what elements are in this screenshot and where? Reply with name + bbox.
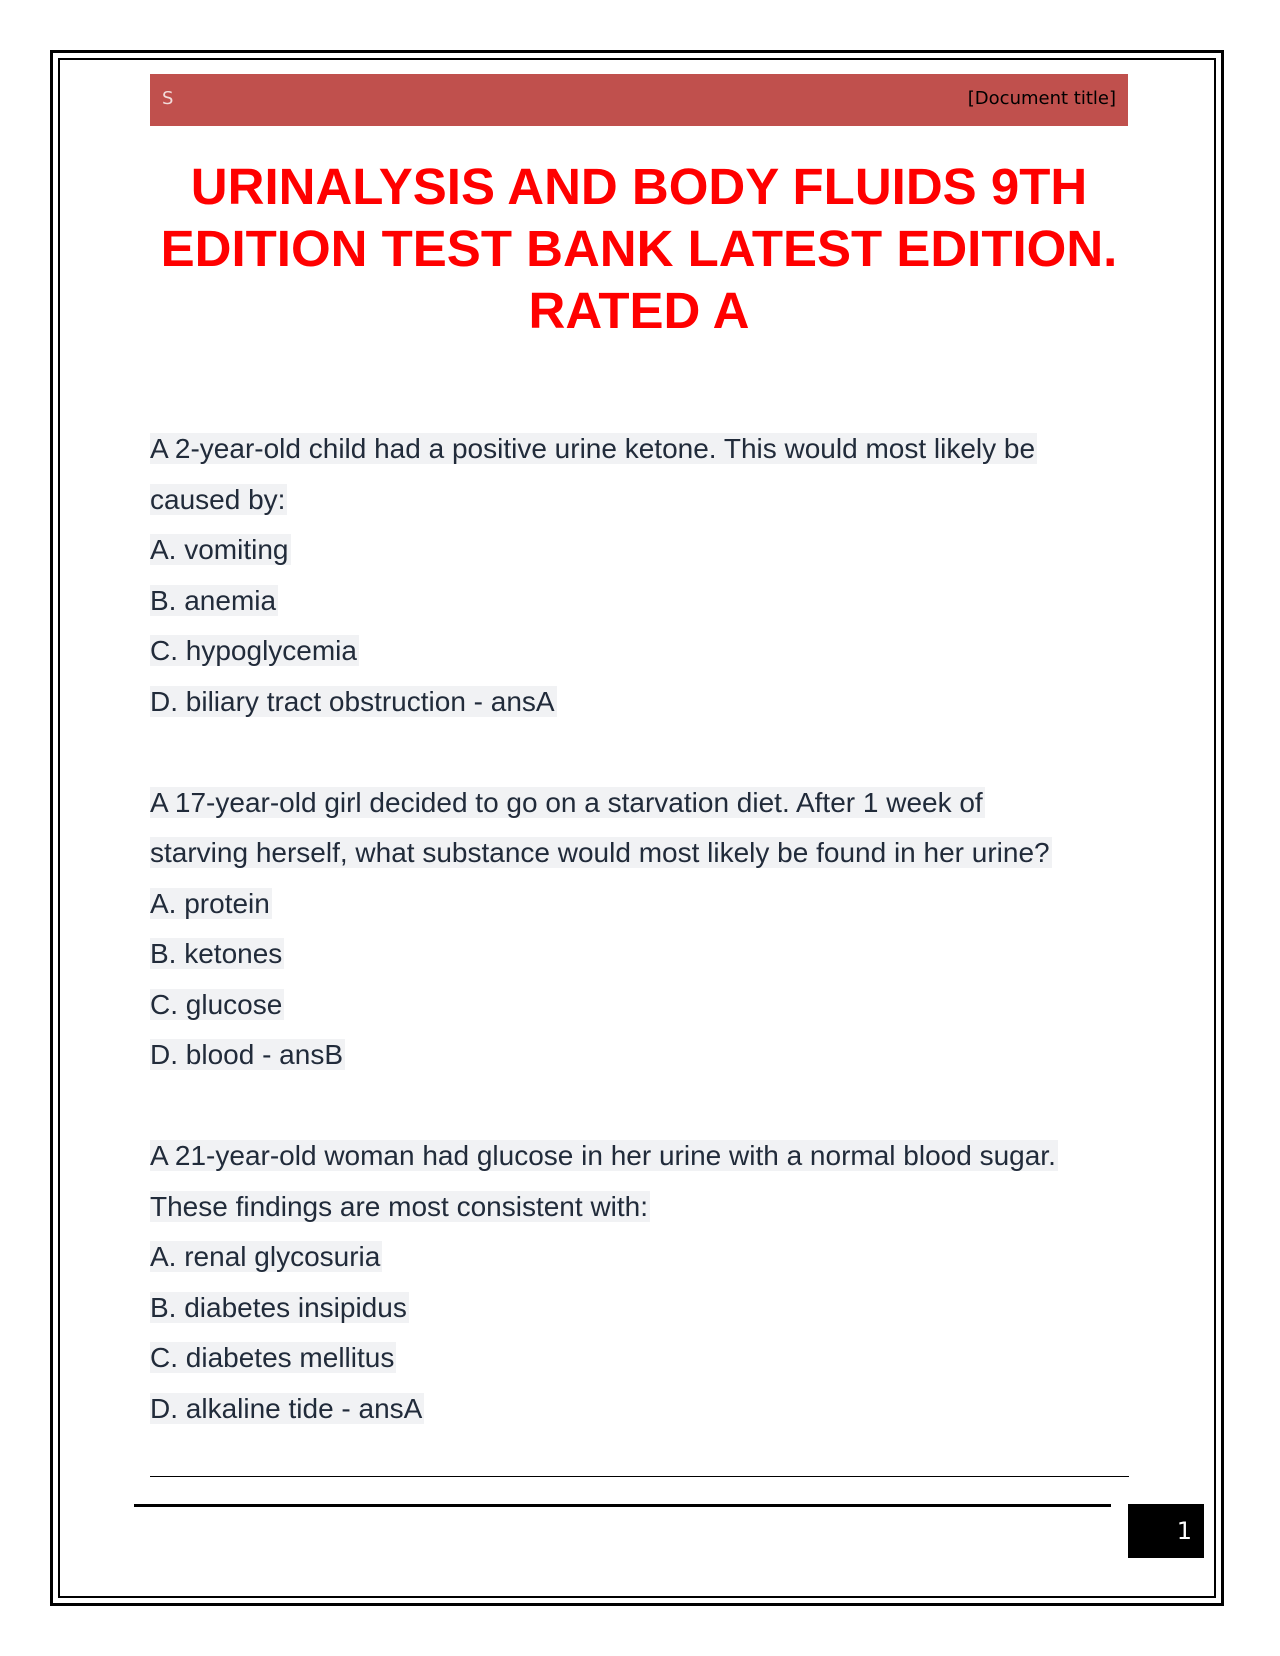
paragraph-gap	[150, 727, 1128, 778]
question-stem-line: A 21-year-old woman had glucose in her urine with a normal blood sugar.	[150, 1140, 1056, 1171]
page-header-bar	[150, 74, 1128, 126]
question-stem-line: A 2-year-old child had a positive urine ketone. This would most likely be	[150, 433, 1036, 464]
question-stem-line: caused by:	[150, 483, 286, 515]
question-2	[150, 778, 1128, 1081]
paragraph-gap	[150, 1081, 1128, 1132]
answer-option: B. ketones	[150, 938, 283, 969]
footer-divider-thin	[150, 1476, 1129, 1477]
answer-option: A. renal glycosuria	[150, 1241, 381, 1272]
footer-divider-thick	[134, 1504, 1111, 1507]
answer-option: C. hypoglycemia	[150, 635, 357, 666]
answer-option: D. biliary tract obstruction - ansA	[150, 685, 555, 717]
answer-option: B. anemia	[150, 584, 277, 616]
question-list	[150, 424, 1128, 1434]
answer-option: C. diabetes mellitus	[150, 1342, 395, 1373]
answer-option: A. protein	[150, 887, 270, 919]
answer-option: A. vomiting	[150, 534, 289, 565]
header-document-title: [Document title]	[967, 88, 1116, 109]
question-stem-line: These findings are most consistent with:	[150, 1190, 649, 1222]
page-number: 1	[1128, 1504, 1204, 1558]
header-left-text: S	[162, 88, 174, 109]
answer-option: C. glucose	[150, 988, 283, 1020]
question-stem-line: starving herself, what substance would most likely be found in her urine?	[150, 837, 1050, 868]
answer-option: D. blood - ansB	[150, 1039, 343, 1070]
question-1	[150, 424, 1128, 727]
document-title: URINALYSIS AND BODY FLUIDS 9TH EDITION TEST BANK LATEST EDITION. RATED A	[160, 158, 1118, 339]
question-stem-line: A 17-year-old girl decided to go on a starvation diet. After 1 week of	[150, 786, 983, 818]
answer-option: D. alkaline tide - ansA	[150, 1392, 423, 1424]
question-3	[150, 1131, 1128, 1434]
answer-option: B. diabetes insipidus	[150, 1291, 407, 1323]
